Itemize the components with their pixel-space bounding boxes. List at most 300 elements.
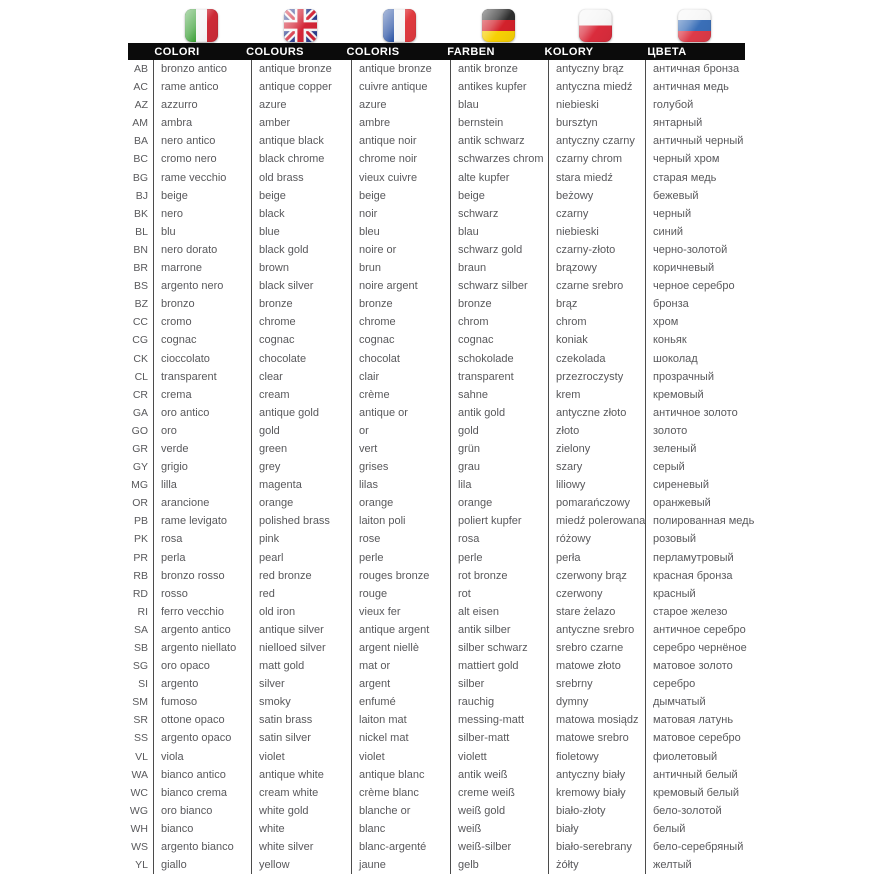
cell-pl: czekolada (548, 350, 645, 368)
italy-flag-icon (185, 9, 218, 42)
cell-fr: rose (351, 530, 450, 548)
cell-de: antik weiß (450, 766, 548, 784)
row-code: PB (133, 515, 148, 528)
cell-it: argento antico (153, 621, 251, 639)
row-code: AM (132, 117, 148, 130)
cell-pl: matowa mosiądz (548, 711, 645, 729)
cell-ru: старая медь (645, 169, 875, 187)
table-row (128, 530, 875, 548)
cell-pl: niebieski (548, 96, 645, 114)
cell-fr: rouges bronze (351, 567, 450, 585)
row-code: CL (134, 370, 148, 383)
row-code: OR (132, 497, 148, 510)
france-flag-icon (383, 9, 416, 42)
table-row (128, 603, 875, 621)
row-code: SA (133, 623, 148, 636)
cell-fr: argent (351, 675, 450, 693)
cell-ru: перламутровый (645, 549, 875, 567)
cell-ru: синий (645, 223, 875, 241)
cell-en: black silver (251, 277, 351, 295)
cell-it: oro bianco (153, 802, 251, 820)
cell-en: beige (251, 187, 351, 205)
cell-ru: бело-золотой (645, 802, 875, 820)
table-row (128, 766, 875, 784)
column-header-coloris: COLORIS (346, 45, 400, 58)
cell-de: antik silber (450, 621, 548, 639)
cell-en: nielloed silver (251, 639, 351, 657)
table-row (128, 404, 875, 422)
cell-fr: chocolat (351, 350, 450, 368)
cell-de: chrom (450, 313, 548, 331)
cell-pl: biało-serebrany (548, 838, 645, 856)
cell-ru: сиреневый (645, 476, 875, 494)
cell-de: poliert kupfer (450, 512, 548, 530)
table-row (128, 277, 875, 295)
cell-fr: antique blanc (351, 766, 450, 784)
cell-ru: старое железо (645, 603, 875, 621)
cell-fr: violet (351, 748, 450, 766)
cell-it: argento (153, 675, 251, 693)
row-code: BR (133, 262, 148, 275)
cell-de: grün (450, 440, 548, 458)
cell-it: rosa (153, 530, 251, 548)
cell-pl: antyczny czarny (548, 132, 645, 150)
cell-ru: черный (645, 205, 875, 223)
cell-de: rot bronze (450, 567, 548, 585)
cell-fr: nickel mat (351, 729, 450, 747)
cell-ru: серебро чернёное (645, 639, 875, 657)
cell-en: old brass (251, 169, 351, 187)
column-header-cveta: ЦВЕТА (647, 45, 687, 58)
row-code: BJ (135, 189, 148, 202)
row-code: BG (132, 171, 148, 184)
cell-pl: czerwony brąz (548, 567, 645, 585)
cell-de: alt eisen (450, 603, 548, 621)
cell-fr: cognac (351, 331, 450, 349)
cell-pl: fioletowy (548, 748, 645, 766)
cell-it: nero (153, 205, 251, 223)
cell-de: creme weiß (450, 784, 548, 802)
cell-fr: jaune (351, 856, 450, 874)
row-code: RD (132, 587, 148, 600)
cell-fr: clair (351, 368, 450, 386)
cell-ru: розовый (645, 530, 875, 548)
cell-en: gold (251, 422, 351, 440)
row-code: GA (132, 406, 148, 419)
cell-de: schwarzes chrom (450, 150, 548, 168)
cell-ru: зеленый (645, 440, 875, 458)
cell-ru: оранжевый (645, 494, 875, 512)
row-code: AB (133, 63, 148, 75)
cell-en: magenta (251, 476, 351, 494)
cell-en: cream (251, 386, 351, 404)
cell-en: antique white (251, 766, 351, 784)
cell-pl: stara miedź (548, 169, 645, 187)
cell-pl: stare żelazo (548, 603, 645, 621)
table-row (128, 368, 875, 386)
cell-en: azure (251, 96, 351, 114)
cell-it: giallo (153, 856, 251, 874)
column-header-colours: COLOURS (246, 45, 304, 58)
cell-de: antik schwarz (450, 132, 548, 150)
cell-it: rosso (153, 585, 251, 603)
row-code: PR (133, 551, 148, 564)
cell-it: argento opaco (153, 729, 251, 747)
cell-fr: blanche or (351, 802, 450, 820)
cell-de: perle (450, 549, 548, 567)
cell-fr: rouge (351, 585, 450, 603)
row-code: RB (133, 569, 148, 582)
cell-it: beige (153, 187, 251, 205)
cell-it: cognac (153, 331, 251, 349)
cell-ru: античное серебро (645, 621, 875, 639)
table-row (128, 748, 875, 766)
cell-it: bianco (153, 820, 251, 838)
cell-it: bronzo antico (153, 60, 251, 78)
cell-de: silber-matt (450, 729, 548, 747)
cell-it: ambra (153, 114, 251, 132)
cell-en: brown (251, 259, 351, 277)
cell-en: black (251, 205, 351, 223)
cell-ru: черно-золотой (645, 241, 875, 259)
cell-fr: antique bronze (351, 60, 450, 78)
row-code: CK (133, 352, 148, 365)
cell-pl: liliowy (548, 476, 645, 494)
cell-ru: прозрачный (645, 368, 875, 386)
cell-ru: античная бронза (645, 60, 875, 78)
cell-pl: zielony (548, 440, 645, 458)
cell-fr: antique argent (351, 621, 450, 639)
cell-en: orange (251, 494, 351, 512)
cell-fr: bleu (351, 223, 450, 241)
row-code: SR (133, 714, 148, 727)
cell-pl: niebieski (548, 223, 645, 241)
cell-fr: blanc (351, 820, 450, 838)
cell-ru: желтый (645, 856, 875, 874)
cell-en: antique black (251, 132, 351, 150)
cell-de: schokolade (450, 350, 548, 368)
cell-it: azzurro (153, 96, 251, 114)
cell-de: cognac (450, 331, 548, 349)
cell-pl: koniak (548, 331, 645, 349)
cell-de: rauchig (450, 693, 548, 711)
cell-fr: argent niellè (351, 639, 450, 657)
cell-pl: antyczny biały (548, 766, 645, 784)
cell-fr: noire argent (351, 277, 450, 295)
table-body (128, 60, 875, 874)
cell-ru: черное серебро (645, 277, 875, 295)
cell-it: nero dorato (153, 241, 251, 259)
cell-pl: czarny chrom (548, 150, 645, 168)
cell-fr: laiton mat (351, 711, 450, 729)
cell-pl: biały (548, 820, 645, 838)
cell-de: messing-matt (450, 711, 548, 729)
cell-de: silber schwarz (450, 639, 548, 657)
cell-en: yellow (251, 856, 351, 874)
table-row (128, 476, 875, 494)
table-row (128, 132, 875, 150)
cell-ru: шоколад (645, 350, 875, 368)
row-code: MG (131, 479, 148, 492)
cell-en: polished brass (251, 512, 351, 530)
poland-flag-icon (579, 9, 612, 42)
cell-it: arancione (153, 494, 251, 512)
table-row (128, 350, 875, 368)
table-row (128, 784, 875, 802)
row-code: WA (131, 768, 148, 781)
cell-fr: crème (351, 386, 450, 404)
cell-en: cognac (251, 331, 351, 349)
table-row (128, 675, 875, 693)
cell-pl: antyczna miedź (548, 78, 645, 96)
cell-it: bronzo rosso (153, 567, 251, 585)
cell-it: marrone (153, 259, 251, 277)
cell-fr: perle (351, 549, 450, 567)
row-code: AC (133, 81, 148, 94)
cell-ru: кремовый (645, 386, 875, 404)
row-code: GY (132, 461, 148, 474)
cell-ru: матовое серебро (645, 729, 875, 747)
cell-de: mattiert gold (450, 657, 548, 675)
table-row (128, 856, 875, 874)
cell-pl: złoto (548, 422, 645, 440)
cell-pl: przezroczysty (548, 368, 645, 386)
cell-en: white silver (251, 838, 351, 856)
cell-it: grigio (153, 458, 251, 476)
cell-en: amber (251, 114, 351, 132)
cell-pl: czarne srebro (548, 277, 645, 295)
cell-it: bronzo (153, 295, 251, 313)
table-row (128, 494, 875, 512)
cell-pl: szary (548, 458, 645, 476)
cell-fr: vert (351, 440, 450, 458)
cell-de: weiß gold (450, 802, 548, 820)
cell-pl: krem (548, 386, 645, 404)
cell-en: pearl (251, 549, 351, 567)
cell-pl: brązowy (548, 259, 645, 277)
row-code: GR (132, 442, 148, 455)
cell-it: ferro vecchio (153, 603, 251, 621)
row-code: AZ (134, 99, 148, 112)
column-header-colori: COLORI (154, 45, 200, 58)
cell-ru: античная медь (645, 78, 875, 96)
cell-pl: matowe złoto (548, 657, 645, 675)
cell-ru: янтарный (645, 114, 875, 132)
cell-it: cioccolato (153, 350, 251, 368)
cell-pl: różowy (548, 530, 645, 548)
table-row (128, 331, 875, 349)
cell-en: smoky (251, 693, 351, 711)
cell-de: violett (450, 748, 548, 766)
cell-de: antik bronze (450, 60, 548, 78)
cell-fr: enfumé (351, 693, 450, 711)
cell-fr: orange (351, 494, 450, 512)
cell-fr: grises (351, 458, 450, 476)
cell-en: antique copper (251, 78, 351, 96)
table-row (128, 657, 875, 675)
row-code: CG (132, 334, 148, 347)
cell-pl: biało-złoty (548, 802, 645, 820)
cell-ru: хром (645, 313, 875, 331)
cell-en: cream white (251, 784, 351, 802)
cell-de: rot (450, 585, 548, 603)
uk-flag-icon (284, 9, 317, 42)
row-code: BC (133, 153, 148, 166)
cell-de: blau (450, 96, 548, 114)
cell-ru: матовое золото (645, 657, 875, 675)
cell-ru: белый (645, 820, 875, 838)
cell-de: weiß (450, 820, 548, 838)
row-code: BK (133, 207, 148, 220)
cell-en: white gold (251, 802, 351, 820)
cell-pl: srebrny (548, 675, 645, 693)
cell-fr: crème blanc (351, 784, 450, 802)
cell-en: black chrome (251, 150, 351, 168)
cell-it: argento nero (153, 277, 251, 295)
cell-pl: pomarańczowy (548, 494, 645, 512)
cell-ru: красная бронза (645, 567, 875, 585)
cell-it: perla (153, 549, 251, 567)
cell-en: pink (251, 530, 351, 548)
cell-fr: azure (351, 96, 450, 114)
cell-fr: vieux cuivre (351, 169, 450, 187)
cell-it: oro antico (153, 404, 251, 422)
table-row (128, 440, 875, 458)
row-code: RI (137, 605, 148, 618)
cell-pl: miedź polerowana (548, 512, 645, 530)
cell-pl: antyczny brąz (548, 60, 645, 78)
table-row (128, 549, 875, 567)
cell-en: bronze (251, 295, 351, 313)
cell-de: bernstein (450, 114, 548, 132)
cell-it: blu (153, 223, 251, 241)
row-code: PK (133, 533, 148, 546)
cell-it: cromo (153, 313, 251, 331)
cell-it: transparent (153, 368, 251, 386)
cell-ru: коньяк (645, 331, 875, 349)
row-code: BZ (134, 298, 148, 311)
cell-pl: antyczne złoto (548, 404, 645, 422)
table-row (128, 223, 875, 241)
cell-it: oro (153, 422, 251, 440)
cell-en: chocolate (251, 350, 351, 368)
cell-pl: chrom (548, 313, 645, 331)
table-row (128, 820, 875, 838)
table-row (128, 150, 875, 168)
column-header-farben: FARBEN (447, 45, 495, 58)
cell-fr: brun (351, 259, 450, 277)
cell-fr: bronze (351, 295, 450, 313)
cell-en: matt gold (251, 657, 351, 675)
cell-it: crema (153, 386, 251, 404)
cell-pl: brąz (548, 295, 645, 313)
row-code: BA (133, 135, 148, 148)
table-row (128, 313, 875, 331)
cell-it: lilla (153, 476, 251, 494)
cell-ru: голубой (645, 96, 875, 114)
cell-de: sahne (450, 386, 548, 404)
row-code: WG (129, 804, 148, 817)
table-row (128, 621, 875, 639)
table-row (128, 295, 875, 313)
cell-de: rosa (450, 530, 548, 548)
cell-en: antique silver (251, 621, 351, 639)
cell-en: green (251, 440, 351, 458)
cell-en: grey (251, 458, 351, 476)
cell-de: beige (450, 187, 548, 205)
cell-en: old iron (251, 603, 351, 621)
cell-en: satin brass (251, 711, 351, 729)
cell-ru: матовая латунь (645, 711, 875, 729)
cell-pl: srebro czarne (548, 639, 645, 657)
table-row (128, 693, 875, 711)
table-row (128, 422, 875, 440)
table-row (128, 96, 875, 114)
cell-de: braun (450, 259, 548, 277)
cell-ru: серебро (645, 675, 875, 693)
cell-it: ottone opaco (153, 711, 251, 729)
cell-ru: бело-серебряный (645, 838, 875, 856)
cell-pl: beżowy (548, 187, 645, 205)
cell-en: white (251, 820, 351, 838)
cell-ru: серый (645, 458, 875, 476)
cell-fr: chrome noir (351, 150, 450, 168)
column-header-kolory: KOLORY (544, 45, 594, 58)
table-row (128, 585, 875, 603)
table-row (128, 512, 875, 530)
table-row (128, 639, 875, 657)
cell-fr: noire or (351, 241, 450, 259)
row-code: SI (138, 678, 148, 691)
cell-it: nero antico (153, 132, 251, 150)
cell-pl: matowe srebro (548, 729, 645, 747)
table-header-bar (128, 43, 745, 60)
cell-de: grau (450, 458, 548, 476)
row-code: YL (135, 859, 148, 872)
table-row (128, 458, 875, 476)
cell-pl: żółty (548, 856, 645, 874)
cell-pl: dymny (548, 693, 645, 711)
table-row (128, 567, 875, 585)
cell-de: blau (450, 223, 548, 241)
row-code: SG (132, 660, 148, 673)
table-row (128, 838, 875, 856)
cell-ru: античное золото (645, 404, 875, 422)
cell-fr: lilas (351, 476, 450, 494)
cell-de: orange (450, 494, 548, 512)
germany-flag-icon (482, 9, 515, 42)
cell-de: schwarz (450, 205, 548, 223)
cell-ru: античный белый (645, 766, 875, 784)
cell-ru: черный хром (645, 150, 875, 168)
cell-en: violet (251, 748, 351, 766)
table-row (128, 60, 875, 78)
cell-de: transparent (450, 368, 548, 386)
cell-de: lila (450, 476, 548, 494)
table-row (128, 259, 875, 277)
table-row (128, 205, 875, 223)
russia-flag-icon (678, 9, 711, 42)
row-code: GO (131, 424, 148, 437)
cell-de: schwarz gold (450, 241, 548, 259)
row-code: WC (130, 786, 148, 799)
cell-en: red bronze (251, 567, 351, 585)
row-code: BL (135, 225, 148, 238)
cell-fr: antique or (351, 404, 450, 422)
cell-it: argento bianco (153, 838, 251, 856)
table-row (128, 729, 875, 747)
cell-de: gelb (450, 856, 548, 874)
